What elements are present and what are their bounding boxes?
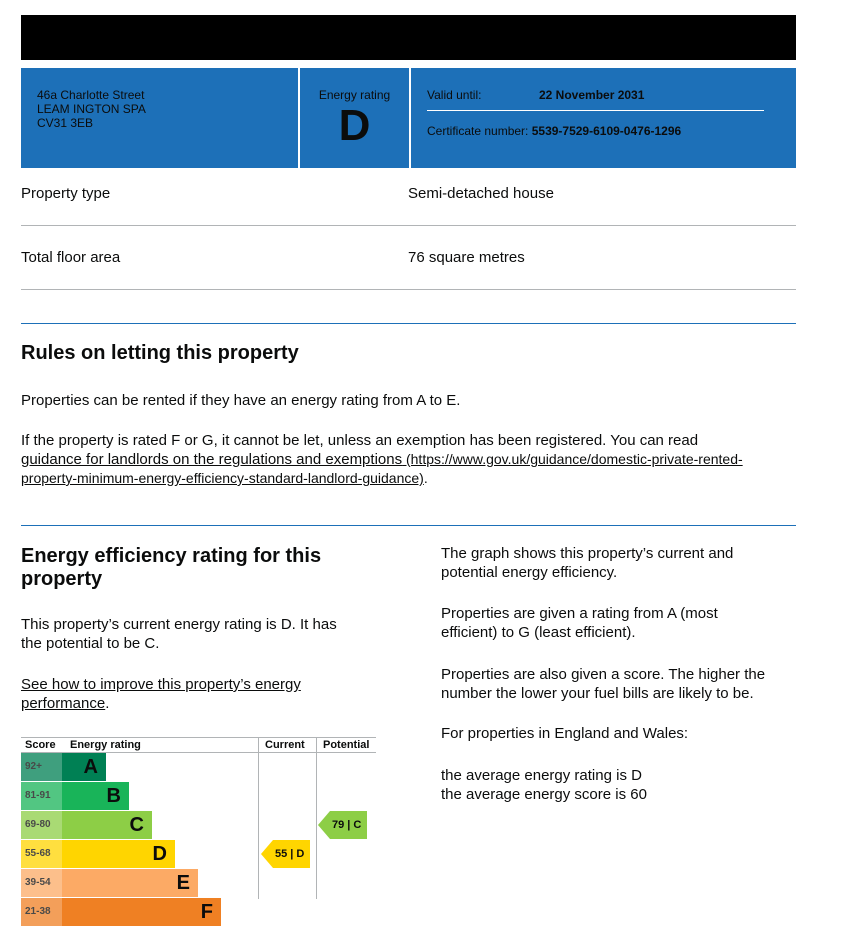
chart-header-current: Current [265,739,305,751]
efficiency-heading-line-2: property [21,568,103,590]
band-score-range: 39-54 [21,869,62,897]
band-score-range: 21-38 [21,898,62,926]
energy-rating-chart [21,737,376,923]
efficiency-heading [21,545,421,591]
rating-explanation-line: Properties are given a rating from A (most [441,605,718,622]
band-bar: B [62,782,129,810]
chart-border-top [21,737,376,738]
chart-column-divider [316,737,317,899]
letting-paragraph-2 [21,431,811,488]
average-energy-score: the average energy score is 60 [441,786,647,803]
header-divider [409,68,411,168]
potential-rating-arrow-tip [318,811,330,839]
current-rating-line-2: the potential to be C. [21,635,160,652]
energy-rating-label: Energy rating [318,88,391,102]
rating-band-f [21,898,258,926]
rating-band-c [21,811,258,839]
letting-paragraph-1: Properties can be rented if they have an energy rating from A to E. [21,392,461,409]
section-divider [21,525,796,526]
band-score-range: 92+ [21,753,62,781]
address-line-1: 46a Charlotte Street [37,88,145,102]
potential-rating-arrow-label: 79 | C [330,811,367,839]
graph-explanation [441,544,831,582]
landlord-guidance-url[interactable]: (https://www.gov.uk/guidance/domestic-private-rented- [402,451,743,467]
floor-area-value: 76 square metres [408,249,525,266]
graph-explanation-line: potential energy efficiency. [441,564,618,581]
letting-heading: Rules on letting this property [21,342,299,364]
rating-band-e [21,869,258,897]
score-explanation-line: number the lower your fuel bills are likely to be. [441,685,754,702]
address-line-3: CV31 3EB [37,116,94,130]
rating-band-b [21,782,258,810]
band-score-range: 55-68 [21,840,62,868]
certificate-number-row [427,124,681,138]
chart-header-score: Score [25,739,56,751]
graph-explanation-line: The graph shows this property’s current and [441,545,734,562]
energy-rating-block [300,68,409,168]
rating-explanation-line: efficient) to G (least efficient). [441,624,636,641]
improve-performance-link[interactable]: See how to improve this property’s energy [21,676,301,693]
current-rating-line-1: This property’s current energy rating is D. It has [21,616,337,633]
energy-rating-letter: D [338,101,371,150]
header-rule [427,110,764,111]
chart-header-energy-rating: Energy rating [70,739,141,751]
band-bar: A [62,753,106,781]
current-rating-arrow-label: 55 | D [273,840,310,868]
chart-header-potential: Potential [323,739,370,751]
section-divider [21,323,796,324]
chart-column-divider [258,737,259,899]
band-bar: E [62,869,198,897]
current-rating-arrow-tip [261,840,273,868]
floor-area-label: Total floor area [21,249,121,266]
band-score-range: 81-91 [21,782,62,810]
divider [21,289,796,290]
valid-until-label: Valid until: [427,88,482,102]
letting-guidance-link-line [21,450,811,469]
current-rating-text [21,615,421,653]
letting-guidance-url-line [21,469,811,488]
band-score-range: 69-80 [21,811,62,839]
property-type-value: Semi-detached house [408,185,554,202]
band-bar: F [62,898,221,926]
address-line-2: LEAM INGTON SPA [37,102,146,116]
divider [21,225,796,226]
valid-until-value: 22 November 2031 [539,88,645,102]
sentence-end: . [105,695,110,712]
band-bar: D [62,840,175,868]
landlord-guidance-link[interactable]: guidance for landlords on the regulations and exemptions [21,451,403,468]
valid-until-row [427,88,767,102]
score-explanation [441,665,831,703]
landlord-guidance-url-continued[interactable]: property-minimum-energy-efficiency-standard-landlord-guidance) [21,470,424,486]
improve-performance-link-block [21,675,421,713]
band-bar: C [62,811,152,839]
certificate-header [21,68,796,168]
average-energy-rating: the average energy rating is D [441,767,642,784]
property-address [37,88,146,130]
england-wales-label: For properties in England and Wales: [441,725,689,742]
rating-band-d [21,840,258,868]
average-ratings [441,766,831,804]
efficiency-heading-line-1: Energy efficiency rating for this [21,545,322,567]
rating-explanation [441,604,831,642]
property-type-label: Property type [21,185,111,202]
header-black-bar [21,15,796,60]
letting-paragraph-2-text: If the property is rated F or G, it cannot be let, unless an exemption has been registered. You can read [21,432,699,449]
rating-band-a [21,753,258,781]
improve-performance-link-continued[interactable]: performance [21,695,106,712]
sentence-end: . [423,470,428,486]
certificate-number-value: 5539-7529-6109-0476-1296 [531,124,682,138]
score-explanation-line: Properties are also given a score. The higher the [441,666,766,683]
certificate-number-label: Certificate number: [427,124,529,138]
